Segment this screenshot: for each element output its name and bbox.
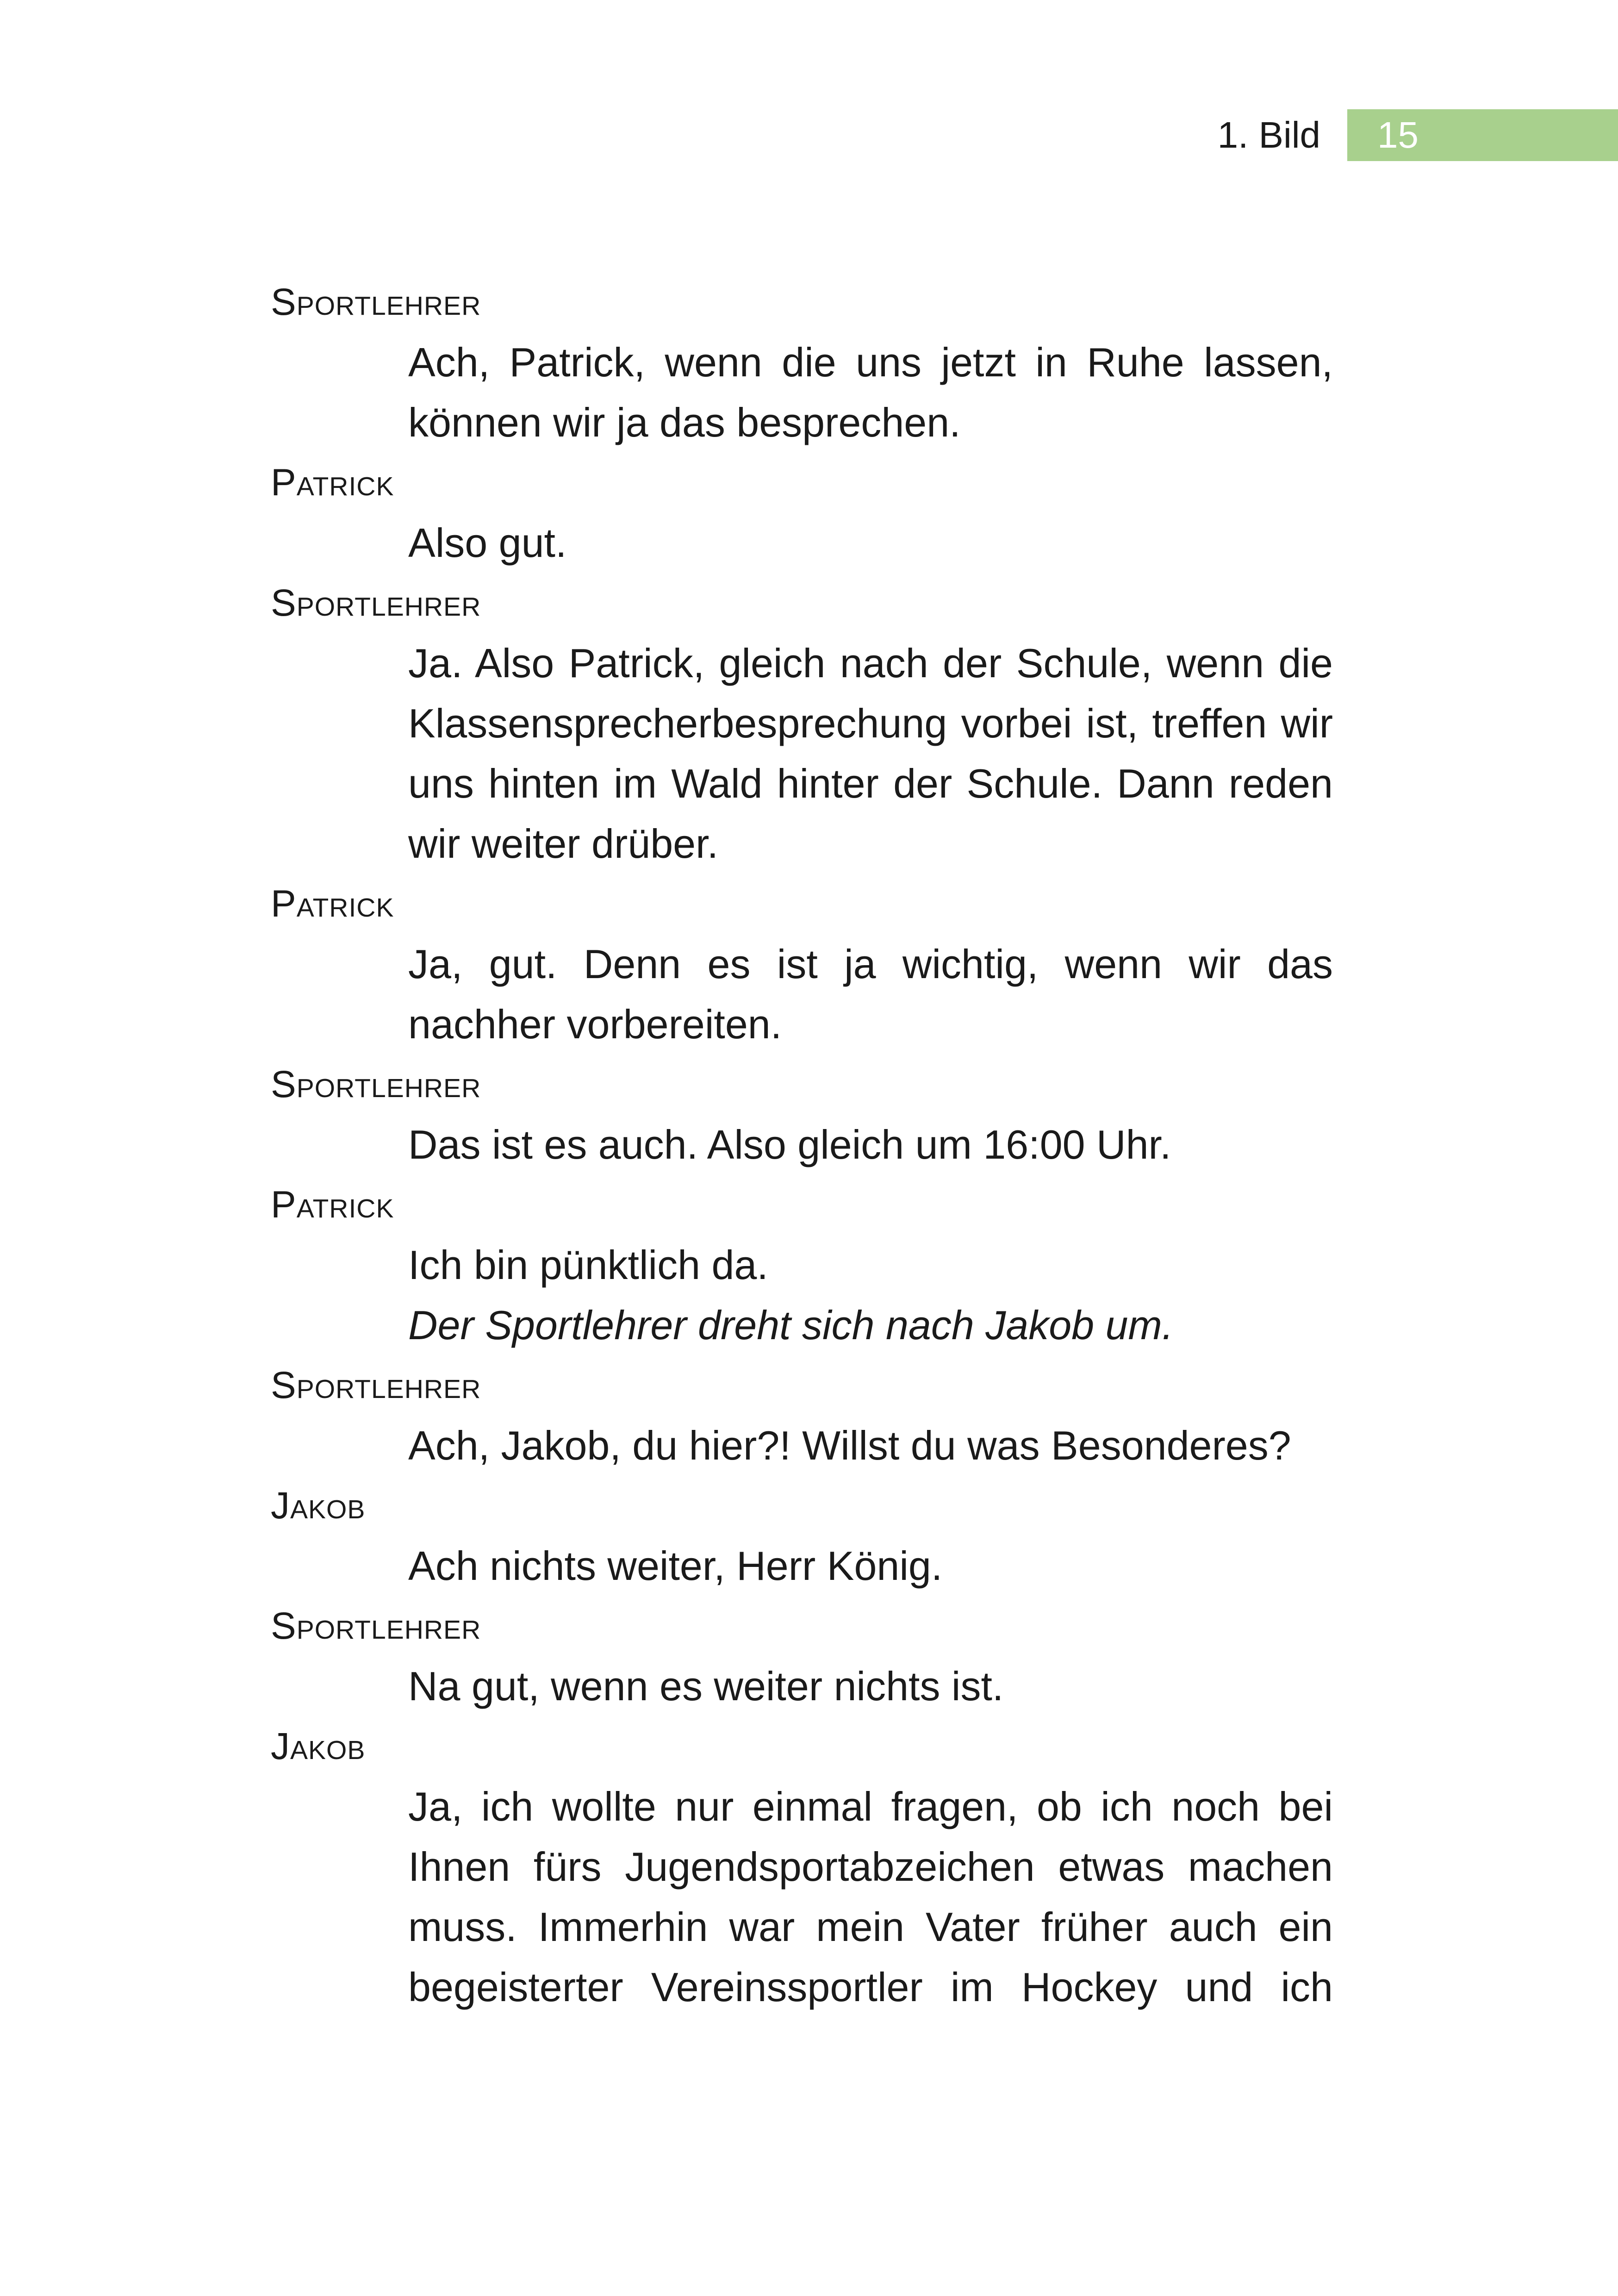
speaker-name: Sportlehrer <box>271 582 481 624</box>
stage-direction: Der Sportlehrer dreht sich nach Jakob um. <box>408 1302 1174 1348</box>
speaker-name: Sportlehrer <box>271 281 481 323</box>
dialogue-line: Ach, Jakob, du hier?! Willst du was Besonderes? <box>408 1423 1291 1468</box>
dialogue-line: Das ist es auch. Also gleich um 16:00 Uhr. <box>408 1122 1171 1167</box>
dialogue-line: Ach, Patrick, wenn die uns jetzt in Ruhe lassen, können wir ja das besprechen. <box>408 339 1333 445</box>
speaker-name: Sportlehrer <box>271 1063 481 1105</box>
running-header <box>1218 109 1618 161</box>
dialogue-line: Ach nichts weiter, Herr König. <box>408 1543 943 1589</box>
dialogue-line: Ja, ich wollte nur einmal fragen, ob ich noch bei Ihnen fürs Jugendsportabzeichen etwas machen muss. Immerhin war mein Vater früher auch ein begeisterter Vereinssportler im Hockey und ich <box>408 1784 1333 2010</box>
speaker-name: Jakob <box>271 1725 366 1767</box>
speaker-name: Patrick <box>271 462 394 504</box>
script-body <box>271 272 1333 2017</box>
speaker-name: Patrick <box>271 883 394 925</box>
dialogue-line: Na gut, wenn es weiter nichts ist. <box>408 1663 1004 1709</box>
dialogue-line: Ja. Also Patrick, gleich nach der Schule, wenn die Klassensprecherbesprechung vorbei ist, treffen wir uns hinten im Wald hinter der Schule. Dann reden wir weiter drüber. <box>408 640 1333 867</box>
speaker-name: Jakob <box>271 1485 366 1527</box>
page-number-tab <box>1347 109 1618 161</box>
speaker-name: Sportlehrer <box>271 1364 481 1406</box>
speaker-name: Patrick <box>271 1184 394 1226</box>
page-number: 15 <box>1377 114 1419 156</box>
dialogue-line: Ich bin pünktlich da. <box>408 1242 768 1288</box>
dialogue-line: Ja, gut. Denn es ist ja wichtig, wenn wir das nachher vorbereiten. <box>408 941 1333 1047</box>
chapter-title: 1. Bild <box>1217 114 1320 156</box>
speaker-name: Sportlehrer <box>271 1605 481 1647</box>
dialogue-line: Also gut. <box>408 520 567 566</box>
